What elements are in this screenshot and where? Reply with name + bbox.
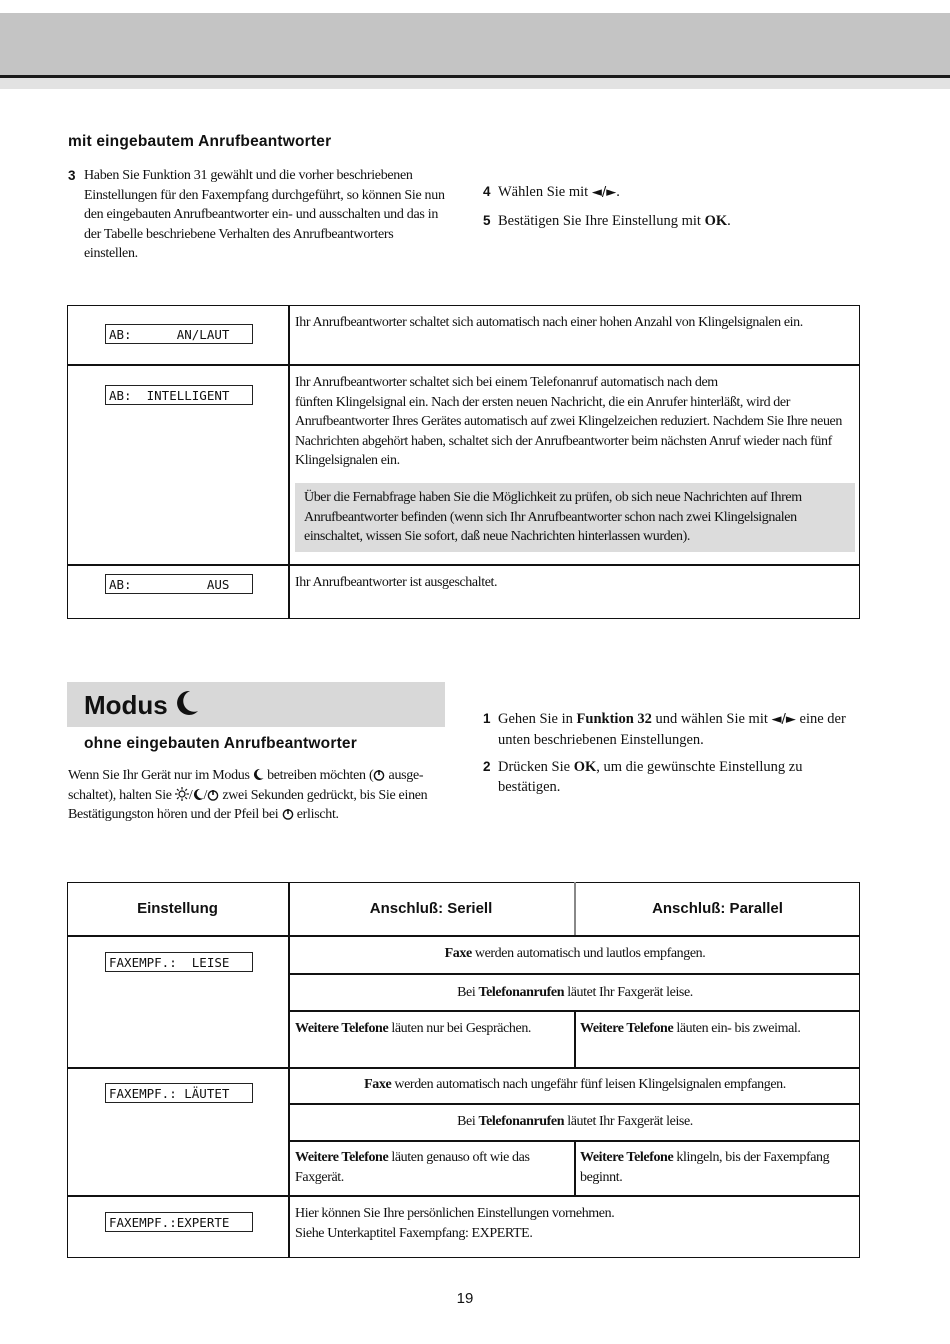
text: Bei xyxy=(457,1114,476,1129)
table-divider xyxy=(574,1010,576,1067)
text: werden automatisch und lautlos empfangen. xyxy=(474,946,706,961)
bold-text: Faxe xyxy=(444,946,472,961)
punctuation: . xyxy=(616,184,620,200)
text: läuten ein- bis zweimal. xyxy=(676,1021,801,1036)
table-divider xyxy=(67,1067,860,1069)
text-line xyxy=(295,1148,570,1168)
header-underband xyxy=(0,78,950,89)
text-line: Einstellungen für den Faxempfang durchgeführt, so können Sie nun xyxy=(84,187,445,203)
text-line: unten beschriebenen Einstellungen. xyxy=(498,732,704,748)
sun-icon xyxy=(175,788,189,803)
step-number: 4 xyxy=(483,184,491,199)
text: Bei xyxy=(457,985,476,1000)
step-number: 2 xyxy=(483,759,491,774)
column-header: Anschluß: Parallel xyxy=(652,900,783,917)
text: Bestätigungston hören und der Pfeil bei xyxy=(68,807,279,822)
text: läuten nur bei Gesprächen. xyxy=(391,1021,532,1036)
text-line: Nachrichten abgehört haben, schaltet sich der Anrufbeantworter beim nächsten Anruf wieder nach fünf xyxy=(295,433,832,449)
text: und wählen Sie mit xyxy=(655,711,768,727)
text-line: Ihr Anrufbeantworter ist ausgeschaltet. xyxy=(295,575,498,590)
moon-icon xyxy=(253,768,264,783)
table-cell xyxy=(295,573,855,593)
table-divider xyxy=(288,1103,860,1105)
text: Gehen Sie in xyxy=(498,711,573,727)
text: werden automatisch nach ungefähr fünf leisen Klingelsignalen empfangen. xyxy=(394,1077,786,1092)
text-line xyxy=(580,1148,855,1168)
text: läuten genauso oft wie das xyxy=(391,1150,530,1165)
text-line: Haben Sie Funktion 31 gewählt und die vorher beschriebenen xyxy=(84,168,413,183)
step-1-text xyxy=(498,709,858,750)
text: erlischt. xyxy=(296,807,339,822)
step-text: Wählen Sie mit xyxy=(498,184,589,200)
moon-icon xyxy=(175,690,199,720)
bold-text: Telefonanrufen xyxy=(478,1114,565,1129)
text: eine der xyxy=(799,711,846,727)
moon-icon xyxy=(193,788,204,803)
text: Drücken Sie xyxy=(498,759,571,775)
text-line: Hier können Sie Ihre persönlichen Einstellungen vornehmen. xyxy=(295,1206,615,1221)
text-line: Anrufbeantworter Ihres Gerätes automatisch auf zwei Klingelzeichen reduziert. Nachdem Sie Ihre neuen xyxy=(295,414,842,429)
text: , um die gewünschte Einstellung zu xyxy=(596,759,803,775)
text-line: beginnt. xyxy=(580,1169,623,1185)
table-divider xyxy=(67,1195,860,1197)
table-divider xyxy=(288,305,290,619)
table-divider xyxy=(288,973,860,975)
text-line: fünften Klingelsignal ein. Nach der ersten neuen Nachricht, die ein Anrufer hinterläßt, wird der xyxy=(295,394,790,410)
table-cell xyxy=(290,1075,860,1095)
column-header: Einstellung xyxy=(137,900,218,917)
bold-text: Weitere Telefone xyxy=(295,1150,389,1165)
lcd-display: FAXEMPF.: LÄUTET xyxy=(105,1083,253,1103)
page-number: 19 xyxy=(456,1290,474,1307)
bold-text: Faxe xyxy=(364,1077,392,1092)
table-cell xyxy=(580,1148,855,1187)
page-title xyxy=(84,688,199,722)
arrow-keys-icon: ◄/► xyxy=(591,185,617,200)
ok-key-label: OK xyxy=(704,213,728,229)
modus-paragraph xyxy=(68,766,453,825)
text-line: einschaltet, wissen Sie sofort, daß neue Nachrichten hinterlassen wurden). xyxy=(304,529,690,544)
text: läutet Ihr Faxgerät leise. xyxy=(567,1114,693,1129)
bold-text: Weitere Telefone xyxy=(580,1021,674,1036)
text-line: Anrufbeantworter befinden (wenn sich Ihr Anrufbeantworter schon nach zwei Klingelsignalen xyxy=(304,509,797,525)
text-line: einstellen. xyxy=(84,246,138,261)
note-box xyxy=(295,483,855,552)
table-cell xyxy=(295,1204,855,1243)
punctuation: . xyxy=(727,213,731,229)
text-line: Über die Fernabfrage haben Sie die Möglichkeit zu prüfen, ob sich neue Nachrichten auf Ihrem xyxy=(304,490,802,505)
function-label: Funktion 32 xyxy=(576,711,652,727)
text: läutet Ihr Faxgerät leise. xyxy=(567,985,693,1000)
table-cell xyxy=(290,1112,860,1132)
step-number: 3 xyxy=(68,168,76,183)
fax-settings-table xyxy=(67,882,860,1258)
table-cell xyxy=(290,983,860,1003)
text-line: der Tabelle beschriebene Verhalten des Anrufbeantworters xyxy=(84,226,394,242)
table-divider xyxy=(67,935,860,937)
column-header: Anschluß: Seriell xyxy=(369,900,493,917)
text-line xyxy=(498,757,858,777)
ok-key-label: OK xyxy=(573,759,597,775)
table-cell xyxy=(295,1019,570,1039)
text-line: Faxgerät. xyxy=(295,1169,344,1185)
text: schaltet), halten Sie xyxy=(68,787,172,803)
lcd-display: FAXEMPF.: LEISE xyxy=(105,952,253,972)
text: Wenn Sie Ihr Gerät nur im Modus xyxy=(68,768,250,783)
power-icon xyxy=(207,788,219,803)
text-line: bestätigen. xyxy=(498,779,561,795)
power-icon xyxy=(373,768,385,783)
text: betreiben möchten ( xyxy=(267,768,374,783)
text: zwei Sekunden gedrückt, bis Sie einen xyxy=(222,787,428,803)
header-band xyxy=(0,13,950,75)
lcd-display: AB: AN/LAUT xyxy=(105,324,253,344)
table-cell xyxy=(295,373,855,471)
table-divider xyxy=(288,882,290,1258)
table-divider xyxy=(574,1140,576,1196)
section-subheading: ohne eingebauten Anrufbeantworter xyxy=(84,735,357,752)
text-line: Ihr Anrufbeantworter schaltet sich bei einem Telefonanruf automatisch nach dem xyxy=(295,375,718,390)
text-line xyxy=(68,766,453,786)
bold-text: Weitere Telefone xyxy=(580,1150,674,1165)
step-4-text xyxy=(498,182,620,203)
text: ausge- xyxy=(388,768,424,783)
bold-text: Telefonanrufen xyxy=(478,985,565,1000)
table-cell xyxy=(295,313,855,333)
lcd-display: FAXEMPF.:EXPERTE xyxy=(105,1212,253,1232)
table-cell xyxy=(290,944,860,964)
lcd-display: AB: AUS xyxy=(105,574,253,594)
table-cell xyxy=(295,1148,570,1187)
step-5-text xyxy=(498,211,731,231)
text-line: schaltet), halten Sie / / zwei Sekunden gedrückt, bis Sie einen xyxy=(68,787,428,803)
step-2-text xyxy=(498,757,858,797)
section-heading: mit eingebautem Anrufbeantworter xyxy=(68,133,332,150)
text-line: Siehe Unterkaptitel Faxempfang: EXPERTE. xyxy=(295,1225,533,1241)
power-icon xyxy=(282,807,294,822)
text-line: Klingelsignalen ein. xyxy=(295,453,400,468)
lcd-display: AB: INTELLIGENT xyxy=(105,385,253,405)
title-text: Modus xyxy=(84,690,168,720)
text-line: Ihr Anrufbeantworter schaltet sich automatisch nach einer hohen Anzahl von Klingelsignalen ein. xyxy=(295,315,803,330)
arrow-keys-icon: ◄/► xyxy=(771,712,796,727)
step-text: Bestätigen Sie Ihre Einstellung mit xyxy=(498,213,701,229)
text-line xyxy=(498,709,858,730)
step-number: 1 xyxy=(483,711,491,726)
step-number: 5 xyxy=(483,213,491,228)
text: klingeln, bis der Faxempfang xyxy=(676,1150,830,1165)
step-3-text xyxy=(84,166,454,264)
table-divider xyxy=(67,364,860,366)
table-cell xyxy=(580,1019,855,1039)
text-line: den eingebauten Anrufbeantworter ein- und ausschalten und das in xyxy=(84,207,439,222)
bold-text: Weitere Telefone xyxy=(295,1021,389,1036)
text-line xyxy=(68,805,453,825)
table-divider xyxy=(67,564,860,566)
